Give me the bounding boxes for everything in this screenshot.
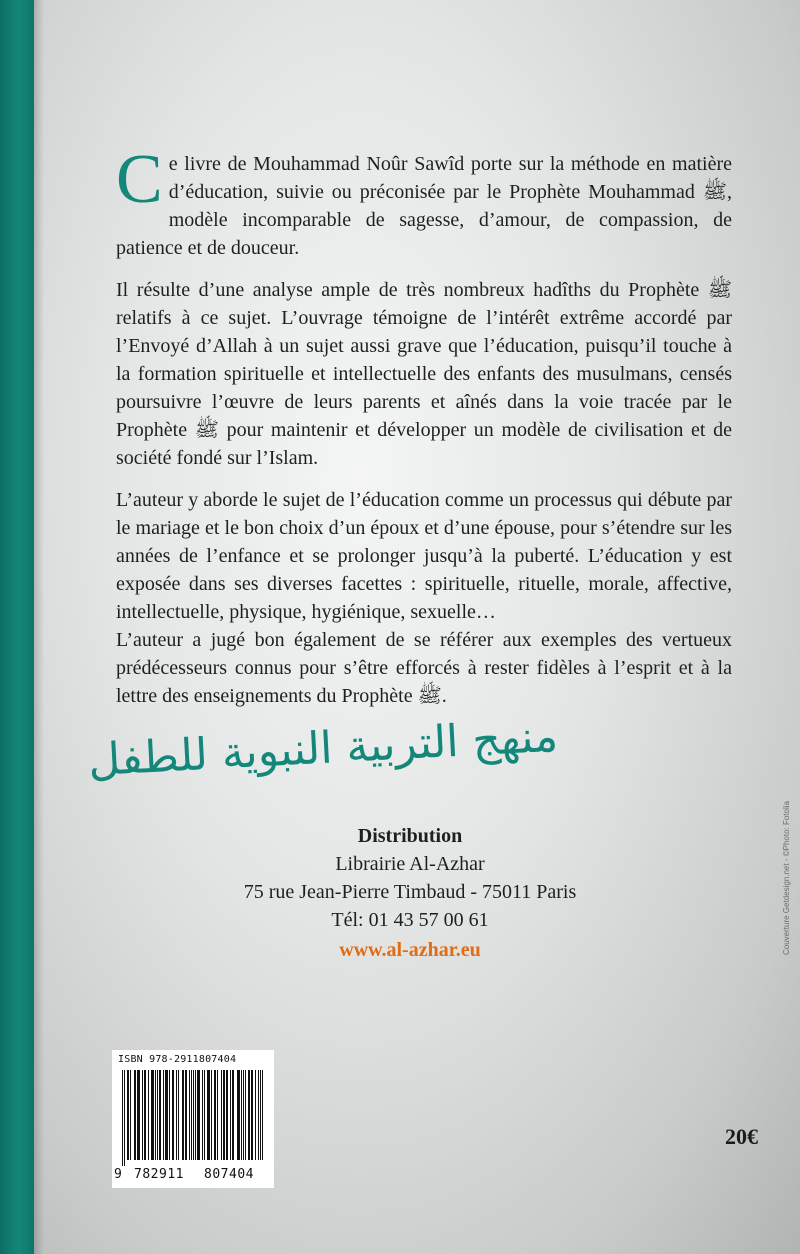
barcode-bar: [248, 1070, 249, 1160]
barcode-bar: [167, 1070, 168, 1160]
barcode-bar: [165, 1070, 166, 1160]
barcode-bar: [127, 1070, 128, 1160]
barcode-bar: [232, 1070, 233, 1160]
barcode-bar: [159, 1070, 160, 1160]
barcode-bar: [191, 1070, 192, 1160]
barcode-bar: [239, 1070, 240, 1160]
barcode-bar: [243, 1070, 244, 1160]
price-label: 20€: [725, 1124, 758, 1149]
barcode-bar: [217, 1070, 218, 1160]
publisher-name: Librairie Al-Azhar: [335, 853, 485, 875]
barcode-bar: [148, 1070, 149, 1160]
publisher-website-link[interactable]: www.al-azhar.eu: [339, 939, 481, 961]
barcode-bar: [182, 1070, 183, 1160]
barcode-bar: [134, 1070, 135, 1160]
barcode-bar: [204, 1070, 205, 1160]
barcode-bar: [169, 1070, 170, 1160]
barcode-bar: [153, 1070, 154, 1160]
barcode-bar: [152, 1070, 153, 1160]
drop-cap: C: [116, 141, 163, 218]
barcode-bar: [251, 1070, 252, 1160]
barcode-bar: [258, 1070, 259, 1160]
barcode-bar: [195, 1070, 196, 1160]
paragraph-2: Il résulte d’une analyse ample de très nombreux hadîths du Prophète ﷺ relatifs à ce sujet. L’ouvrage témoigne de l’intérêt extrême accordé par l’Envoyé d’Allah à un sujet aussi grave que l’éducation, puisqu’il touche à la formation spirituelle et intellectuelle des enfants des musulmans, censés poursuivre l’œuvre de leurs parents et aînés dans la voie tracée par le Prophète ﷺ pour maintenir et développer un modèle de civilisation et de société fondé sur l’Islam.: [116, 279, 732, 469]
paragraph-1-text: e livre de Mouhammad Noûr Sawîd porte sur la méthode en matière d’éducation, suivie ou préconisée par le Prophète Mouhammad ﷺ, modèle incomparable de sagesse, d’amour, de compassion, de patience et de douceur.: [116, 153, 732, 259]
barcode-bar: [155, 1070, 156, 1160]
barcode-bar: [186, 1070, 187, 1160]
barcode-bar: [157, 1070, 158, 1160]
barcode-bar: [124, 1070, 125, 1166]
barcode-bar: [237, 1070, 238, 1160]
arabic-calligraphy-title: منهج التربية النبوية للطفل: [86, 710, 560, 787]
barcode-bar: [198, 1070, 199, 1160]
publisher-address: 75 rue Jean-Pierre Timbaud - 75011 Paris: [243, 881, 577, 903]
distribution-block: [200, 822, 620, 964]
barcode-bar: [144, 1070, 145, 1160]
ean-right-group: 807404: [204, 1167, 254, 1182]
ean-first-digit: 9: [114, 1167, 122, 1182]
barcode-bar: [207, 1070, 208, 1160]
distribution-heading: Distribution: [357, 825, 463, 847]
barcode-bar: [130, 1070, 131, 1160]
barcode-bar: [252, 1070, 253, 1160]
barcode-bar: [189, 1070, 190, 1160]
barcode-bar: [223, 1070, 224, 1160]
paragraph-1: [116, 141, 732, 262]
barcode-bar: [233, 1070, 234, 1160]
barcode-bar: [211, 1070, 212, 1160]
barcode-bars: [122, 1070, 268, 1166]
barcode-bar: [139, 1070, 140, 1160]
barcode-bar: [142, 1070, 143, 1160]
description-text: [116, 141, 732, 724]
barcode-bar: [163, 1070, 164, 1160]
paragraph-3: L’auteur y aborde le sujet de l’éducation comme un processus qui débute par le mariage et le bon choix d’un époux et d’une épouse, pour s’étendre sur les années de l’enfance et se prolonger jusqu’à la puberté. L’éducation y est exposée dans ses diverses facettes : spirituelle, rituelle, morale, affective, intellectuelle, physique, hygiénique, sexuelle…: [116, 489, 732, 623]
barcode-bar: [208, 1070, 209, 1160]
barcode-bar: [230, 1070, 231, 1160]
barcode-bar: [260, 1070, 261, 1160]
barcode-bar: [185, 1070, 186, 1160]
barcode-bar: [138, 1070, 139, 1160]
barcode-bar: [135, 1070, 136, 1160]
barcode-bar: [145, 1070, 146, 1160]
spine-shadow: [34, 0, 44, 1254]
barcode-bar: [137, 1070, 138, 1160]
barcode-bar: [209, 1070, 210, 1160]
ean-left-group: 782911: [134, 1167, 184, 1182]
barcode-bar: [193, 1070, 194, 1160]
barcode-bar: [241, 1070, 242, 1160]
barcode-bar: [249, 1070, 250, 1160]
paragraph-4: L’auteur a jugé bon également de se référer aux exemples des vertueux prédécesseurs connus pour s’être efforcés à rester fidèles à l’esprit et à la lettre des enseignements du Prophète ﷺ.: [116, 629, 732, 707]
barcode-bar: [202, 1070, 203, 1160]
barcode-bar: [178, 1070, 179, 1160]
barcode-bar: [199, 1070, 200, 1160]
barcode-bars-graphic: [122, 1070, 268, 1166]
barcode-bar: [128, 1070, 129, 1160]
barcode-bar: [215, 1070, 216, 1160]
cover-credit: Couverture Getdesign.net - ©Photo: Fotolia: [782, 801, 791, 955]
barcode-bar: [238, 1070, 239, 1160]
barcode-bar: [122, 1070, 123, 1166]
isbn-label: ISBN 978-2911807404: [118, 1054, 237, 1065]
barcode-bar: [160, 1070, 161, 1160]
barcode-bar: [173, 1070, 174, 1160]
barcode-bar: [227, 1070, 228, 1160]
spine-band: [0, 0, 34, 1254]
barcode-bar: [151, 1070, 152, 1160]
barcode-bar: [224, 1070, 225, 1160]
barcode-bar: [262, 1070, 263, 1160]
ean-digits: [114, 1166, 272, 1184]
barcode-bar: [214, 1070, 215, 1160]
isbn-barcode: [112, 1050, 274, 1188]
barcode-bar: [226, 1070, 227, 1160]
barcode-bar: [221, 1070, 222, 1160]
barcode-bar: [166, 1070, 167, 1160]
publisher-phone: Tél: 01 43 57 00 61: [331, 909, 489, 931]
barcode-bar: [172, 1070, 173, 1160]
barcode-bar: [245, 1070, 246, 1160]
barcode-bar: [183, 1070, 184, 1160]
barcode-bar: [197, 1070, 198, 1160]
barcode-bar: [255, 1070, 256, 1160]
barcode-bar: [176, 1070, 177, 1160]
